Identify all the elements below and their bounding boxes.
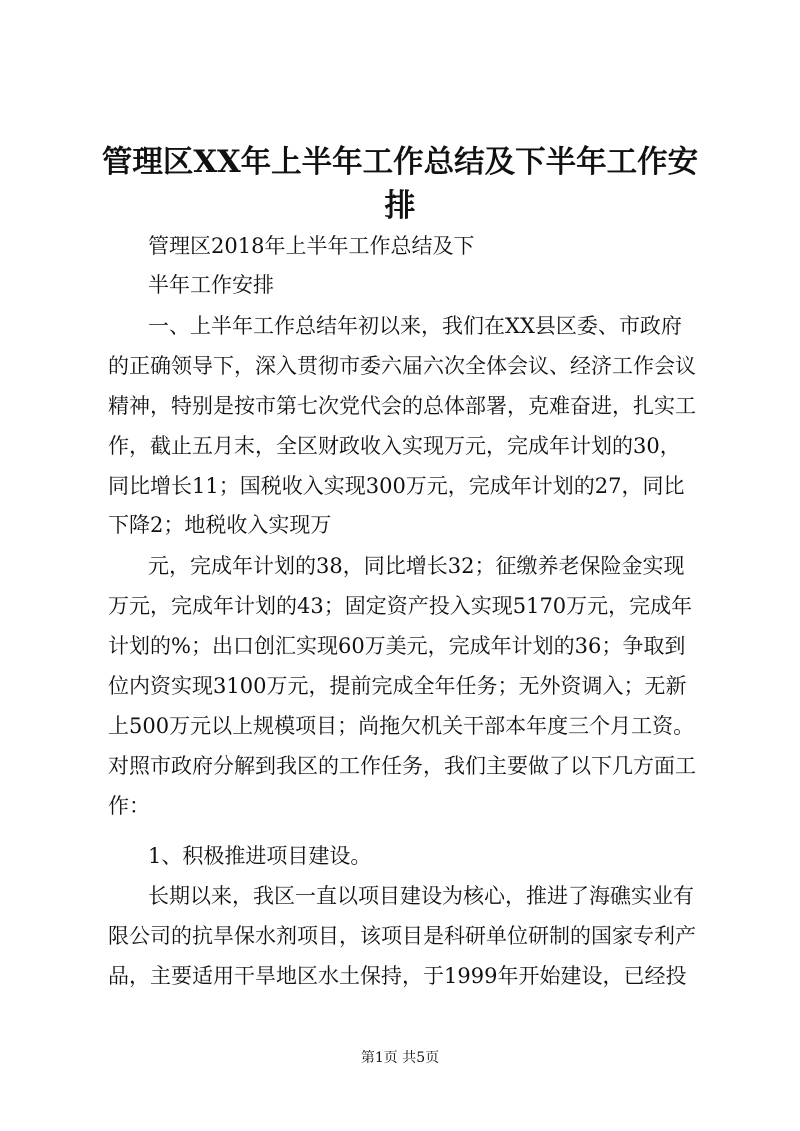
document-title-line-2: 排 — [384, 188, 416, 224]
paragraph-line: 万元，完成年计划的43；固定资产投入实现5170万元，完成年 — [108, 594, 693, 618]
paragraph-line: 位内资实现3100万元，提前完成全年任务；无外资调入；无新 — [108, 674, 687, 698]
paragraph-line: 作： — [108, 794, 150, 818]
paragraph-line: 同比增长11；国税收入实现300万元，完成年计划的27，同比 — [108, 474, 685, 498]
section-heading: 1、积极推进项目建设。 — [148, 844, 372, 868]
paragraph-line: 的正确领导下，深入贯彻市委六届六次全体会议、经济工作会议 — [108, 354, 696, 378]
paragraph-line: 品，主要适用干旱地区水土保持，于1999年开始建设，已经投 — [108, 964, 687, 988]
paragraph-line: 作，截止五月末，全区财政收入实现万元，完成年计划的30， — [108, 434, 681, 458]
paragraph-line: 一、上半年工作总结年初以来，我们在XX县区委、市政府 — [148, 314, 682, 338]
document-title-line-1: 管理区XX年上半年工作总结及下半年工作安 — [101, 144, 699, 180]
paragraph-line: 上500万元以上规模项目；尚拖欠机关干部本年度三个月工资。 — [108, 714, 695, 738]
page-footer: 第1页 共5页 — [360, 1050, 440, 1066]
paragraph-line: 限公司的抗旱保水剂项目，该项目是科研单位研制的国家专利产 — [108, 924, 696, 948]
paragraph-line: 对照市政府分解到我区的工作任务，我们主要做了以下几方面工 — [108, 754, 696, 778]
paragraph-line: 长期以来，我区一直以项目建设为核心，推进了海礁实业有 — [148, 884, 694, 908]
subtitle-line-2: 半年工作安排 — [148, 273, 274, 297]
paragraph-line: 元，完成年计划的38，同比增长32；征缴养老保险金实现 — [148, 554, 685, 578]
paragraph-line: 精神，特别是按市第七次党代会的总体部署，克难奋进，扎实工 — [108, 394, 696, 418]
subtitle-line-1: 管理区2018年上半年工作总结及下 — [148, 234, 475, 258]
paragraph-line: 计划的%；出口创汇实现60万美元，完成年计划的36；争取到 — [108, 634, 686, 658]
paragraph-line: 下降2；地税收入实现万 — [108, 513, 332, 537]
